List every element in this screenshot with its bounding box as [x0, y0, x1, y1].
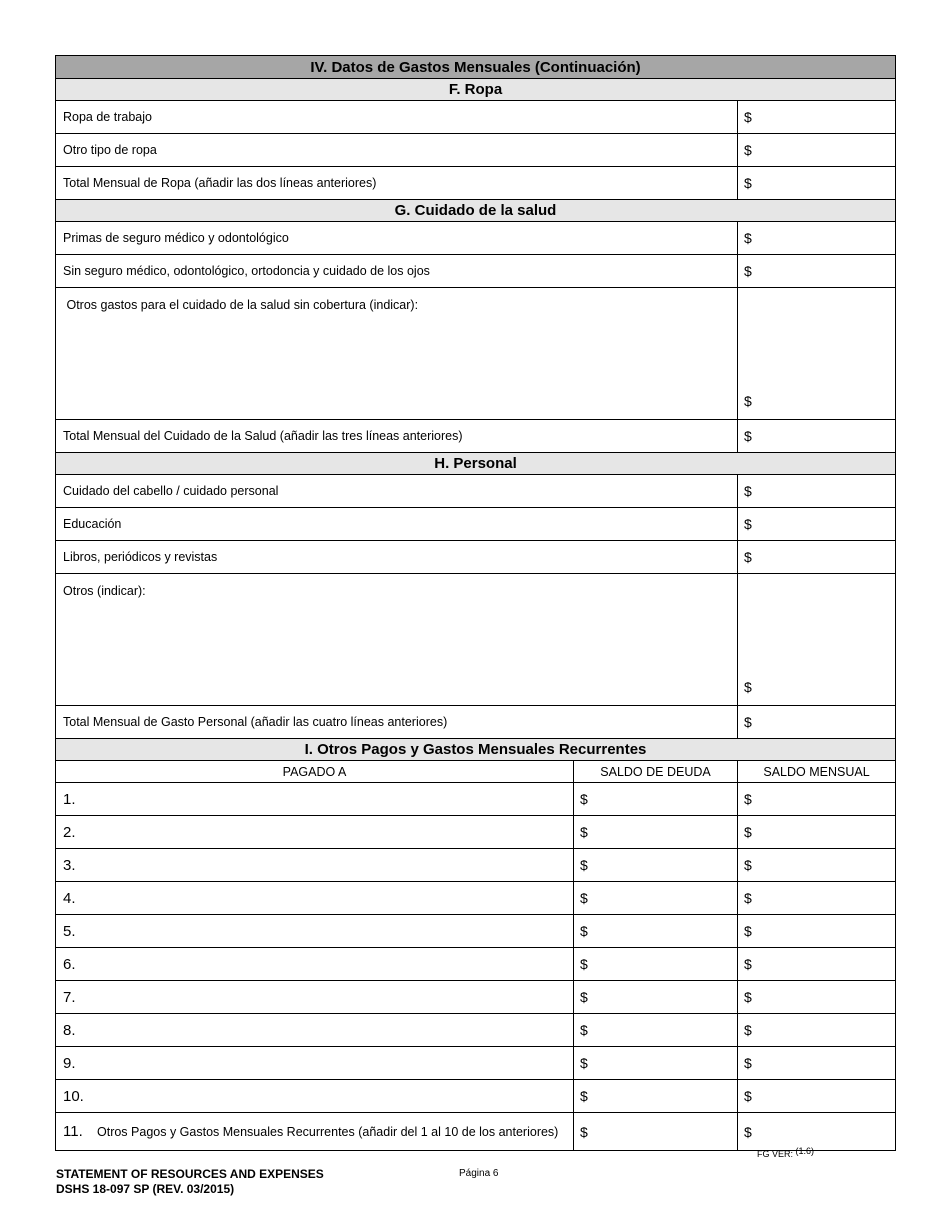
section-f-title: F. Ropa	[56, 79, 896, 101]
total-personal-amount-field[interactable]: $	[738, 706, 896, 739]
fg-version-value: (1.6)	[795, 1146, 815, 1156]
sin-seguro-label: Sin seguro médico, odontológico, ortodoncia y cuidado de los ojos	[56, 255, 738, 288]
otros-personal-row	[56, 574, 896, 706]
debt-balance-field[interactable]: $	[574, 981, 738, 1014]
col-saldo-mensual: SALDO MENSUAL	[738, 761, 896, 783]
sin-seguro-amount-field[interactable]: $	[738, 255, 896, 288]
monthly-balance-field[interactable]: $	[738, 1080, 896, 1113]
monthly-balance-field[interactable]: $	[738, 882, 896, 915]
payee-field[interactable]: 4.	[56, 882, 574, 915]
table-row	[56, 1080, 896, 1113]
table-row	[56, 882, 896, 915]
fg-version-label: FG VER:	[757, 1149, 794, 1159]
educacion-label: Educación	[56, 508, 738, 541]
total-otros-pagos-label: Otros Pagos y Gastos Mensuales Recurrentes (añadir del 1 al 10 de los anteriores)	[97, 1125, 559, 1139]
otros-salud-row	[56, 288, 896, 420]
section-g-header	[56, 200, 896, 222]
section-i-title: I. Otros Pagos y Gastos Mensuales Recurrentes	[56, 739, 896, 761]
total-otros-pagos-number: 11.	[63, 1123, 83, 1140]
payee-field[interactable]: 3.	[56, 849, 574, 882]
total-otros-pagos-cell	[56, 1113, 574, 1151]
page-number: Página 6	[459, 1168, 499, 1179]
debt-balance-field[interactable]: $	[574, 1014, 738, 1047]
educacion-row	[56, 508, 896, 541]
primas-row	[56, 222, 896, 255]
ropa-trabajo-amount-field[interactable]: $	[738, 101, 896, 134]
payee-field[interactable]: 6.	[56, 948, 574, 981]
total-ropa-label: Total Mensual de Ropa (añadir las dos líneas anteriores)	[56, 167, 738, 200]
debt-balance-field[interactable]: $	[574, 1080, 738, 1113]
debt-balance-field[interactable]: $	[574, 915, 738, 948]
section-g-title: G. Cuidado de la salud	[56, 200, 896, 222]
total-debt-balance-field[interactable]: $	[574, 1113, 738, 1151]
debt-balance-field[interactable]: $	[574, 1047, 738, 1080]
libros-label: Libros, periódicos y revistas	[56, 541, 738, 574]
ropa-trabajo-row	[56, 101, 896, 134]
payee-field[interactable]: 2.	[56, 816, 574, 849]
payee-field[interactable]: 10.	[56, 1080, 574, 1113]
total-personal-label: Total Mensual de Gasto Personal (añadir las cuatro líneas anteriores)	[56, 706, 738, 739]
section-iv-header	[56, 56, 896, 79]
monthly-balance-field[interactable]: $	[738, 981, 896, 1014]
fg-version	[757, 1146, 814, 1159]
debt-balance-field[interactable]: $	[574, 816, 738, 849]
col-saldo-deuda: SALDO DE DEUDA	[574, 761, 738, 783]
otro-ropa-amount-field[interactable]: $	[738, 134, 896, 167]
monthly-balance-field[interactable]: $	[738, 816, 896, 849]
total-personal-row	[56, 706, 896, 739]
payee-field[interactable]: 9.	[56, 1047, 574, 1080]
monthly-balance-field[interactable]: $	[738, 948, 896, 981]
table-row	[56, 1014, 896, 1047]
monthly-balance-field[interactable]: $	[738, 1014, 896, 1047]
debt-balance-field[interactable]: $	[574, 849, 738, 882]
expense-form	[55, 55, 895, 1151]
otros-salud-field[interactable]: Otros gastos para el cuidado de la salud sin cobertura (indicar):	[56, 288, 738, 420]
payee-field[interactable]: 5.	[56, 915, 574, 948]
primas-label: Primas de seguro médico y odontológico	[56, 222, 738, 255]
sin-seguro-row	[56, 255, 896, 288]
ropa-trabajo-label: Ropa de trabajo	[56, 101, 738, 134]
payee-field[interactable]: 7.	[56, 981, 574, 1014]
form-title: STATEMENT OF RESOURCES AND EXPENSES	[56, 1167, 324, 1181]
otro-ropa-row	[56, 134, 896, 167]
monthly-balance-field[interactable]: $	[738, 849, 896, 882]
cabello-label: Cuidado del cabello / cuidado personal	[56, 475, 738, 508]
libros-amount-field[interactable]: $	[738, 541, 896, 574]
table-row	[56, 783, 896, 816]
col-pagado-a: PAGADO A	[56, 761, 574, 783]
total-otros-pagos-row	[56, 1113, 896, 1151]
monthly-balance-field[interactable]: $	[738, 915, 896, 948]
expense-table	[55, 55, 896, 1151]
table-row	[56, 816, 896, 849]
table-row	[56, 849, 896, 882]
total-salud-row	[56, 420, 896, 453]
monthly-balance-field[interactable]: $	[738, 783, 896, 816]
section-h-title: H. Personal	[56, 453, 896, 475]
educacion-amount-field[interactable]: $	[738, 508, 896, 541]
cabello-row	[56, 475, 896, 508]
libros-row	[56, 541, 896, 574]
form-id: DSHS 18-097 SP (REV. 03/2015)	[56, 1182, 235, 1196]
cabello-amount-field[interactable]: $	[738, 475, 896, 508]
table-row	[56, 1047, 896, 1080]
otro-ropa-label: Otro tipo de ropa	[56, 134, 738, 167]
primas-amount-field[interactable]: $	[738, 222, 896, 255]
section-f-header	[56, 79, 896, 101]
debt-balance-field[interactable]: $	[574, 882, 738, 915]
table-row	[56, 981, 896, 1014]
monthly-balance-field[interactable]: $	[738, 1047, 896, 1080]
column-header-row	[56, 761, 896, 783]
table-row	[56, 948, 896, 981]
section-iv-title: IV. Datos de Gastos Mensuales (Continuación)	[56, 56, 896, 79]
otros-salud-amount-field[interactable]: $	[738, 288, 896, 420]
form-footer	[56, 1167, 324, 1197]
payee-field[interactable]: 8.	[56, 1014, 574, 1047]
total-monthly-balance-field[interactable]: $	[738, 1113, 896, 1151]
debt-balance-field[interactable]: $	[574, 948, 738, 981]
total-ropa-amount-field[interactable]: $	[738, 167, 896, 200]
total-salud-amount-field[interactable]: $	[738, 420, 896, 453]
debt-balance-field[interactable]: $	[574, 783, 738, 816]
payee-field[interactable]: 1.	[56, 783, 574, 816]
otros-personal-field[interactable]: Otros (indicar):	[56, 574, 738, 706]
section-i-header	[56, 739, 896, 761]
table-row	[56, 915, 896, 948]
total-salud-label: Total Mensual del Cuidado de la Salud (añadir las tres líneas anteriores)	[56, 420, 738, 453]
total-ropa-row	[56, 167, 896, 200]
section-h-header	[56, 453, 896, 475]
otros-personal-amount-field[interactable]: $	[738, 574, 896, 706]
